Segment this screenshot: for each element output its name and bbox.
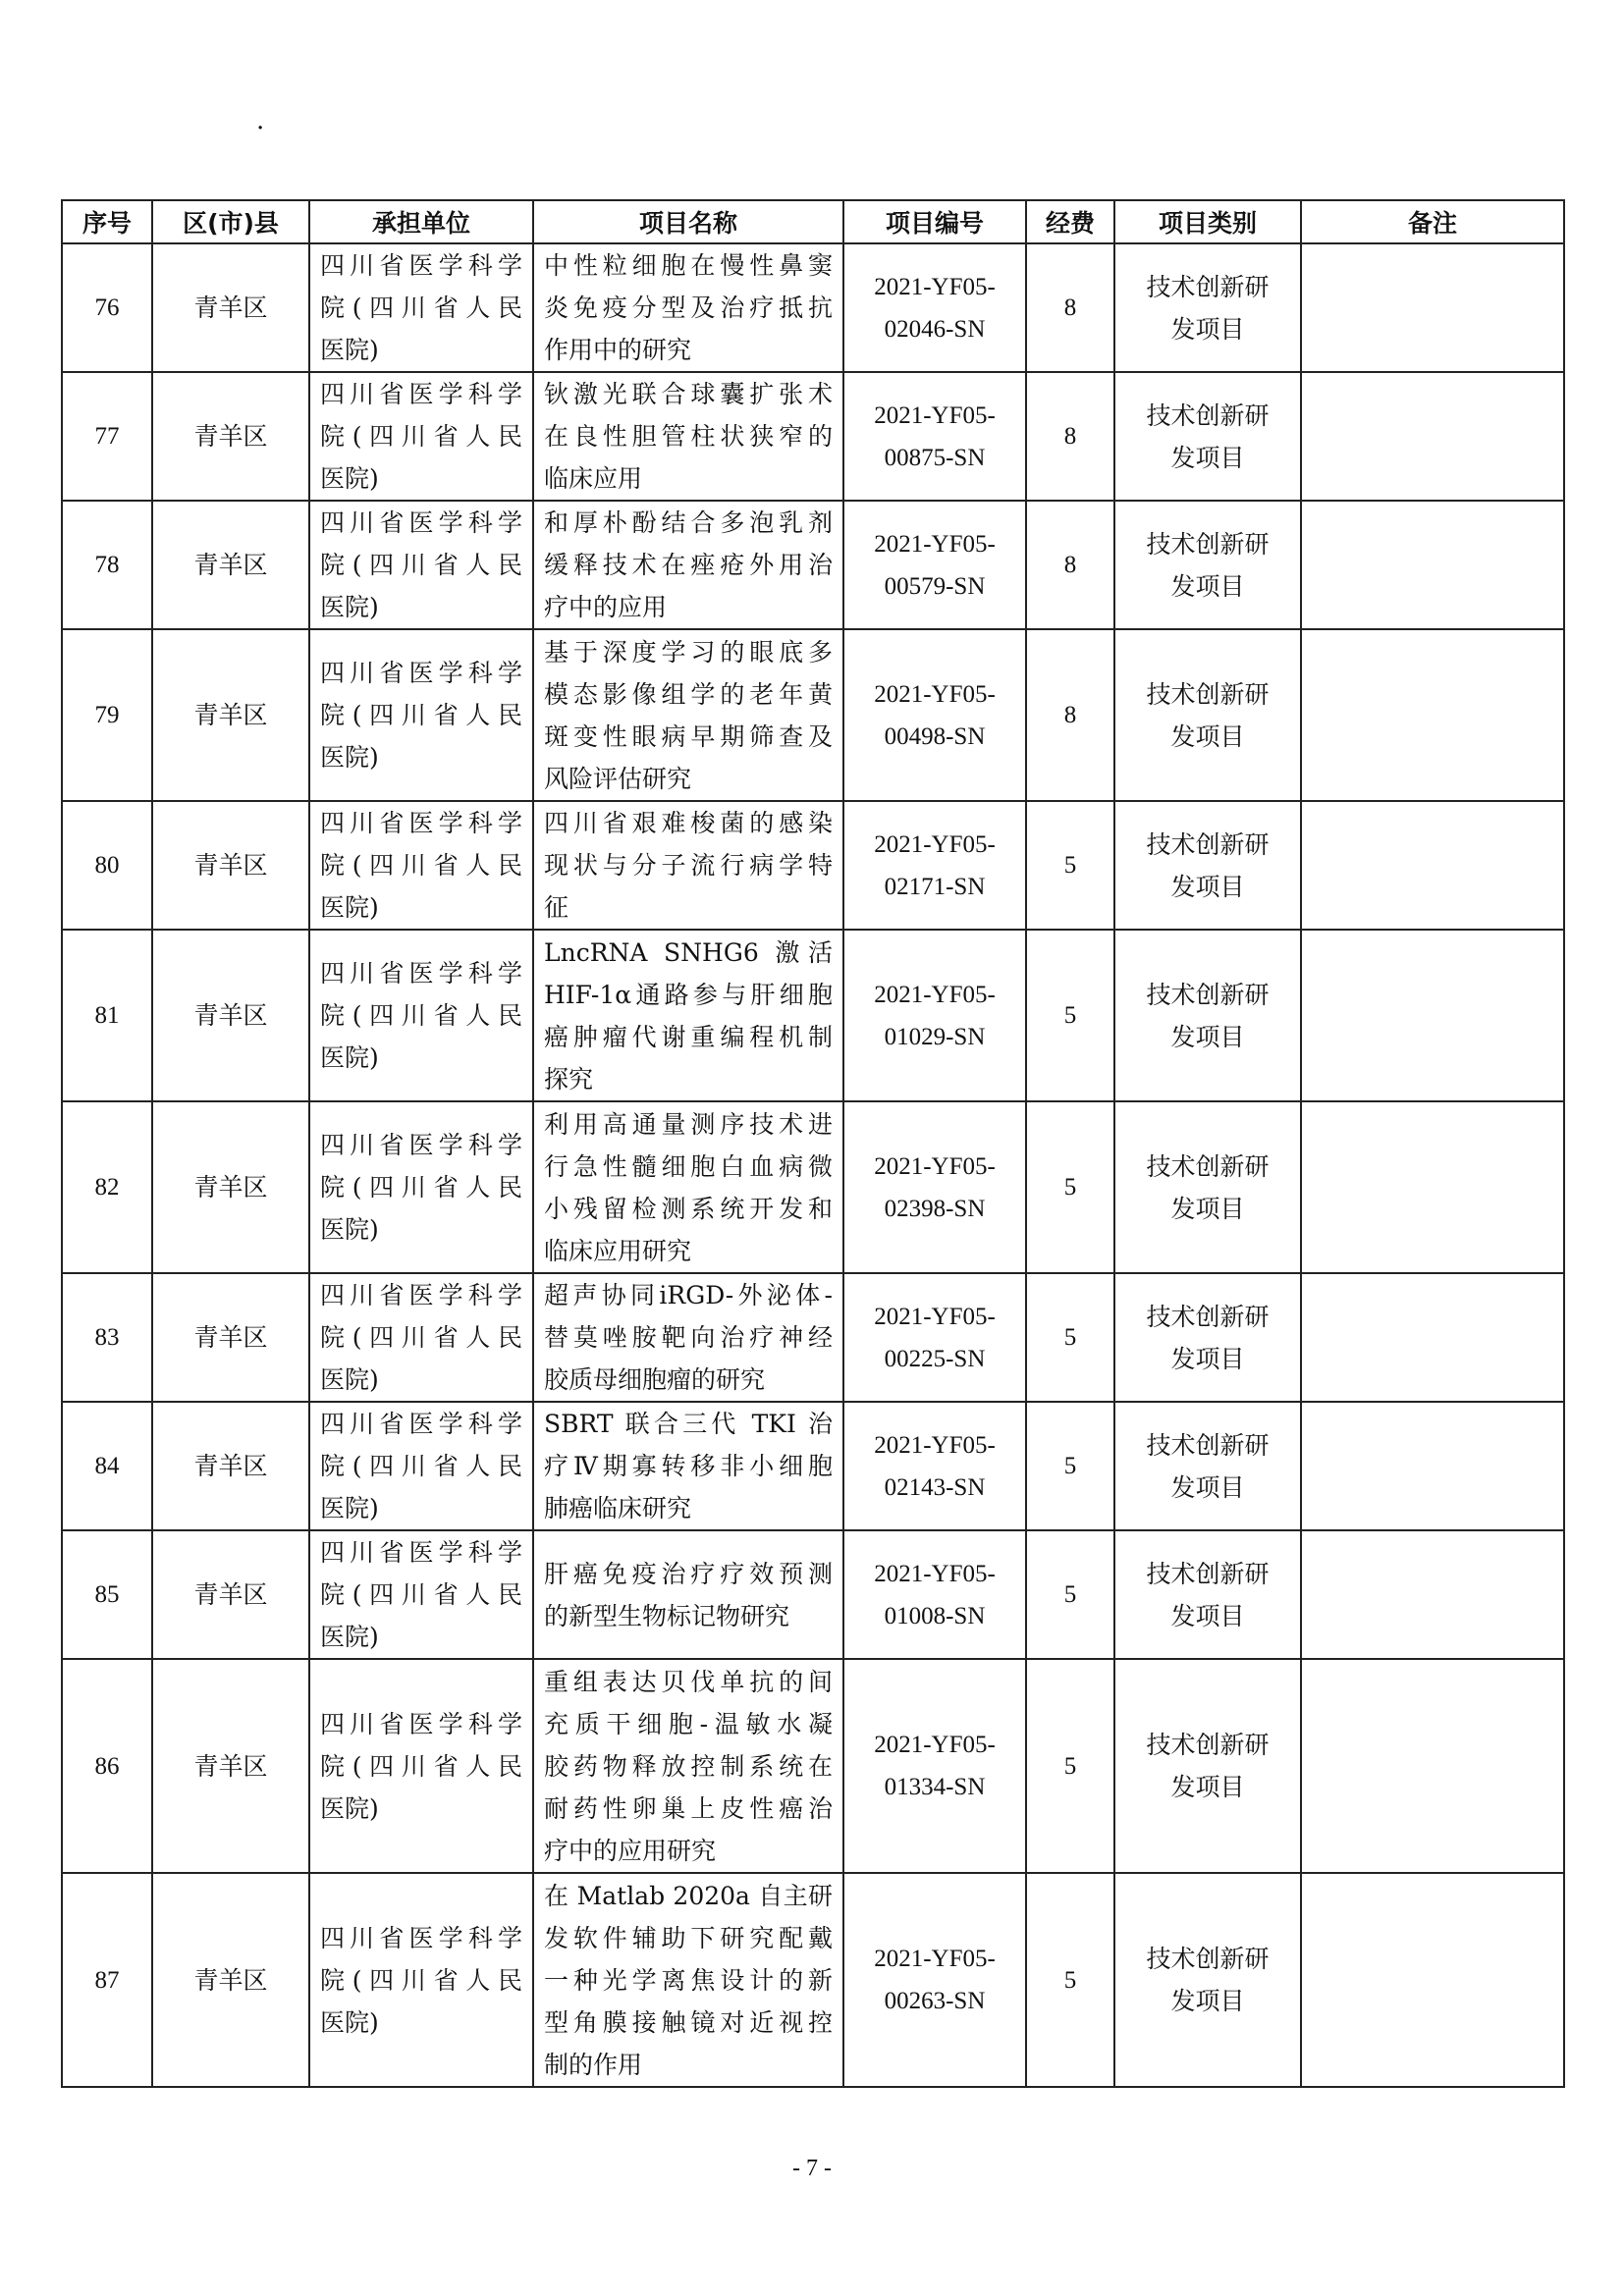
cell-code	[843, 629, 1026, 801]
cell-name-line: 肝癌免疫治疗疗效预测	[544, 1559, 833, 1588]
cell-no: 84	[62, 1402, 152, 1530]
cell-code	[843, 1273, 1026, 1402]
cell-category-line: 技术创新研	[1146, 272, 1270, 301]
cell-name-line: 重组表达贝伐单抗的间	[544, 1667, 833, 1696]
cell-code-line: 2021-YF05-	[874, 1152, 996, 1180]
cell-name-line: 风险评估研究	[544, 764, 692, 793]
cell-code-line: 00498-SN	[884, 722, 986, 750]
cell-category-line: 技术创新研	[1146, 829, 1270, 859]
cell-name-line: 临床应用	[544, 464, 643, 493]
cell-unit	[309, 801, 533, 930]
cell-fund: 5	[1026, 801, 1114, 930]
cell-code-line: 2021-YF05-	[874, 1560, 996, 1587]
cell-unit-line: 四川省医学科学	[320, 380, 522, 408]
cell-unit-line: 医院)	[320, 464, 379, 493]
table-header-row	[62, 200, 1564, 243]
cell-fund: 8	[1026, 629, 1114, 801]
cell-unit	[309, 1101, 533, 1273]
table-row	[62, 501, 1564, 629]
cell-category-line: 发项目	[1170, 721, 1245, 751]
col-header-unit: 承担单位	[309, 200, 533, 243]
cell-code-line: 2021-YF05-	[874, 401, 996, 429]
cell-category-line: 发项目	[1170, 1344, 1245, 1373]
cell-category	[1114, 1273, 1301, 1402]
cell-code	[843, 801, 1026, 930]
table-row	[62, 1659, 1564, 1873]
cell-category-line: 技术创新研	[1146, 980, 1270, 1009]
col-header-remark: 备注	[1301, 200, 1564, 243]
cell-category-line: 发项目	[1170, 571, 1245, 601]
cell-name-line: 中性粒细胞在慢性鼻窦	[544, 251, 833, 280]
cell-category	[1114, 1873, 1301, 2087]
cell-unit	[309, 930, 533, 1101]
cell-fund: 8	[1026, 372, 1114, 501]
cell-category-line: 技术创新研	[1146, 529, 1270, 559]
cell-category-line: 技术创新研	[1146, 400, 1270, 430]
project-table	[61, 199, 1565, 2088]
cell-no: 82	[62, 1101, 152, 1273]
cell-category-line: 发项目	[1170, 872, 1245, 901]
cell-category	[1114, 1530, 1301, 1659]
cell-unit-line: 医院)	[320, 1494, 379, 1522]
cell-category-line: 技术创新研	[1146, 1302, 1270, 1331]
cell-fund: 5	[1026, 1530, 1114, 1659]
cell-unit	[309, 501, 533, 629]
cell-name	[533, 1873, 843, 2087]
cell-code-line: 02398-SN	[884, 1195, 986, 1222]
cell-code-line: 2021-YF05-	[874, 1431, 996, 1459]
cell-unit-line: 医院)	[320, 2007, 379, 2037]
cell-name-line: 探究	[544, 1064, 594, 1094]
cell-code-line: 00225-SN	[884, 1345, 986, 1372]
cell-category-line: 发项目	[1170, 443, 1245, 472]
cell-name-line: 耐药性卵巢上皮性癌治	[544, 1793, 833, 1823]
cell-remark	[1301, 372, 1564, 501]
table-row	[62, 1402, 1564, 1530]
cell-unit-line: 院(四川省人民	[320, 1965, 522, 1995]
cell-category	[1114, 501, 1301, 629]
cell-name-line: 发软件辅助下研究配戴	[544, 1923, 833, 1952]
cell-unit-line: 院(四川省人民	[320, 1452, 522, 1480]
cell-name-line: 替莫唑胺靶向治疗神经	[544, 1323, 833, 1352]
cell-name-line: 超声协同iRGD-外泌体-	[544, 1281, 833, 1309]
cell-district: 青羊区	[152, 243, 309, 372]
cell-code-line: 01008-SN	[884, 1602, 986, 1629]
cell-remark	[1301, 1101, 1564, 1273]
cell-fund: 8	[1026, 501, 1114, 629]
cell-unit-line: 四川省医学科学	[320, 1538, 522, 1567]
cell-code-line: 01334-SN	[884, 1774, 986, 1800]
cell-remark	[1301, 1273, 1564, 1402]
cell-name	[533, 501, 843, 629]
cell-unit-line: 院(四川省人民	[320, 1580, 522, 1609]
table-row	[62, 1873, 1564, 2087]
cell-name-line: 肺癌临床研究	[544, 1494, 692, 1522]
cell-category-line: 发项目	[1170, 1022, 1245, 1051]
cell-name	[533, 1659, 843, 1873]
cell-unit-line: 院(四川省人民	[320, 551, 522, 579]
cell-remark	[1301, 1659, 1564, 1873]
cell-code	[843, 1873, 1026, 2087]
col-header-category: 项目类别	[1114, 200, 1301, 243]
cell-unit-line: 医院)	[320, 1365, 379, 1394]
cell-remark	[1301, 1402, 1564, 1530]
cell-code-line: 00875-SN	[884, 444, 986, 471]
cell-remark	[1301, 930, 1564, 1101]
cell-unit-line: 四川省医学科学	[320, 508, 522, 537]
cell-unit	[309, 629, 533, 801]
cell-name-line: 胶质母细胞瘤的研究	[544, 1365, 766, 1394]
col-header-code: 项目编号	[843, 200, 1026, 243]
cell-unit	[309, 1273, 533, 1402]
cell-name-line: 小残留检测系统开发和	[544, 1194, 833, 1223]
cell-fund: 5	[1026, 1402, 1114, 1530]
cell-category	[1114, 801, 1301, 930]
cell-unit-line: 四川省医学科学	[320, 1923, 522, 1952]
cell-name-line: 疗中的应用研究	[544, 1836, 717, 1865]
cell-unit-line: 医院)	[320, 593, 379, 621]
cell-name	[533, 801, 843, 930]
cell-unit-line: 医院)	[320, 1623, 379, 1651]
cell-category-line: 技术创新研	[1146, 1430, 1270, 1460]
cell-remark	[1301, 629, 1564, 801]
cell-no: 79	[62, 629, 152, 801]
cell-unit-line: 院(四川省人民	[320, 1173, 522, 1201]
cell-unit-line: 院(四川省人民	[320, 1751, 522, 1781]
cell-name-line: 型角膜接触镜对近视控	[544, 2007, 833, 2037]
cell-name-line: 和厚朴酚结合多泡乳剂	[544, 508, 833, 537]
cell-fund: 8	[1026, 243, 1114, 372]
cell-code-line: 02143-SN	[884, 1473, 986, 1501]
cell-no: 87	[62, 1873, 152, 2087]
cell-unit	[309, 243, 533, 372]
cell-fund: 5	[1026, 1101, 1114, 1273]
cell-category-line: 发项目	[1170, 1472, 1245, 1502]
cell-name-line: 行急性髓细胞白血病微	[544, 1151, 833, 1181]
cell-category-line: 技术创新研	[1146, 1151, 1270, 1181]
cell-unit	[309, 1530, 533, 1659]
cell-unit-line: 医院)	[320, 893, 379, 922]
cell-no: 76	[62, 243, 152, 372]
cell-name-line: 的新型生物标记物研究	[544, 1601, 790, 1630]
cell-code-line: 2021-YF05-	[874, 830, 996, 858]
cell-category-line: 发项目	[1170, 1987, 1245, 2015]
cell-remark	[1301, 1873, 1564, 2087]
cell-unit-line: 四川省医学科学	[320, 251, 522, 280]
cell-no: 83	[62, 1273, 152, 1402]
cell-code-line: 2021-YF05-	[874, 1946, 996, 1972]
cell-name-line: 斑变性眼病早期筛查及	[544, 721, 833, 751]
cell-code	[843, 930, 1026, 1101]
cell-category-line: 发项目	[1170, 1194, 1245, 1223]
cell-code	[843, 501, 1026, 629]
cell-unit-line: 四川省医学科学	[320, 1709, 522, 1738]
cell-name-line: 胶药物释放控制系统在	[544, 1751, 833, 1781]
cell-fund: 5	[1026, 1659, 1114, 1873]
cell-name-line: 疗Ⅳ期寡转移非小细胞	[544, 1452, 833, 1480]
cell-unit-line: 医院)	[320, 1043, 379, 1072]
cell-code-line: 01029-SN	[884, 1023, 986, 1050]
cell-name-line: 癌肿瘤代谢重编程机制	[544, 1022, 833, 1051]
cell-code-line: 2021-YF05-	[874, 530, 996, 558]
cell-unit-line: 院(四川省人民	[320, 1001, 522, 1030]
cell-code	[843, 243, 1026, 372]
cell-name	[533, 1101, 843, 1273]
table-row	[62, 1273, 1564, 1402]
cell-category-line: 技术创新研	[1146, 679, 1270, 709]
cell-code	[843, 1530, 1026, 1659]
cell-fund: 5	[1026, 930, 1114, 1101]
cell-unit-line: 院(四川省人民	[320, 1323, 522, 1352]
cell-remark	[1301, 501, 1564, 629]
cell-category-line: 技术创新研	[1146, 1731, 1270, 1759]
cell-district: 青羊区	[152, 1101, 309, 1273]
cell-fund: 5	[1026, 1273, 1114, 1402]
cell-district: 青羊区	[152, 1659, 309, 1873]
cell-name-line: 作用中的研究	[544, 336, 692, 364]
cell-category	[1114, 629, 1301, 801]
cell-no: 77	[62, 372, 152, 501]
cell-no: 81	[62, 930, 152, 1101]
cell-name-line: 制的作用	[544, 2050, 643, 2079]
cell-unit-line: 院(四川省人民	[320, 294, 522, 322]
cell-district: 青羊区	[152, 1873, 309, 2087]
cell-name-line: 一种光学离焦设计的新	[544, 1965, 833, 1995]
table-row	[62, 801, 1564, 930]
cell-unit-line: 四川省医学科学	[320, 659, 522, 687]
cell-code-line: 2021-YF05-	[874, 981, 996, 1008]
cell-name-line: 模态影像组学的老年黄	[544, 679, 833, 709]
cell-district: 青羊区	[152, 372, 309, 501]
cell-district: 青羊区	[152, 1402, 309, 1530]
cell-name	[533, 1530, 843, 1659]
cell-name	[533, 243, 843, 372]
cell-code	[843, 372, 1026, 501]
cell-code-line: 2021-YF05-	[874, 1303, 996, 1330]
cell-name-line: 钬激光联合球囊扩张术	[544, 380, 833, 408]
cell-category-line: 技术创新研	[1146, 1945, 1270, 1973]
cell-unit-line: 院(四川省人民	[320, 422, 522, 451]
cell-unit-line: 院(四川省人民	[320, 851, 522, 880]
cell-category-line: 发项目	[1170, 1773, 1245, 1801]
cell-category	[1114, 1402, 1301, 1530]
cell-fund: 5	[1026, 1873, 1114, 2087]
cell-code-line: 2021-YF05-	[874, 680, 996, 708]
table-row	[62, 629, 1564, 801]
cell-district: 青羊区	[152, 930, 309, 1101]
cell-unit-line: 医院)	[320, 1793, 379, 1823]
page-number: - 7 -	[792, 2156, 832, 2181]
cell-remark	[1301, 801, 1564, 930]
cell-category	[1114, 930, 1301, 1101]
table-row	[62, 372, 1564, 501]
cell-unit-line: 四川省医学科学	[320, 1410, 522, 1438]
cell-name-line: 充质干细胞-温敏水凝	[544, 1709, 833, 1738]
cell-code-line: 02171-SN	[884, 873, 986, 900]
cell-unit-line: 院(四川省人民	[320, 701, 522, 729]
cell-name-line: 炎免疫分型及治疗抵抗	[544, 294, 833, 322]
cell-code	[843, 1402, 1026, 1530]
cell-name-line: LncRNA SNHG6 激活	[544, 937, 833, 967]
cell-name	[533, 1273, 843, 1402]
cell-category	[1114, 1659, 1301, 1873]
cell-name-line: 基于深度学习的眼底多	[544, 637, 833, 667]
cell-category-line: 发项目	[1170, 314, 1245, 344]
cell-district: 青羊区	[152, 801, 309, 930]
cell-name-line: HIF-1α通路参与肝细胞	[544, 980, 833, 1009]
cell-district: 青羊区	[152, 1273, 309, 1402]
cell-district: 青羊区	[152, 501, 309, 629]
header-mark: ·	[256, 114, 265, 143]
table-row	[62, 1530, 1564, 1659]
table-row	[62, 930, 1564, 1101]
cell-unit-line: 四川省医学科学	[320, 959, 522, 988]
cell-unit-line: 四川省医学科学	[320, 809, 522, 837]
cell-code-line: 00579-SN	[884, 572, 986, 600]
cell-category	[1114, 372, 1301, 501]
cell-no: 80	[62, 801, 152, 930]
cell-name	[533, 1402, 843, 1530]
cell-name	[533, 930, 843, 1101]
cell-name-line: 缓释技术在痤疮外用治	[544, 551, 833, 579]
cell-code	[843, 1101, 1026, 1273]
table-row	[62, 1101, 1564, 1273]
cell-code-line: 2021-YF05-	[874, 1732, 996, 1758]
cell-name-line: 疗中的应用	[544, 593, 668, 621]
cell-no: 85	[62, 1530, 152, 1659]
cell-category-line: 技术创新研	[1146, 1559, 1270, 1588]
cell-no: 86	[62, 1659, 152, 1873]
col-header-name: 项目名称	[533, 200, 843, 243]
cell-unit-line: 医院)	[320, 1215, 379, 1244]
col-header-fund: 经费	[1026, 200, 1114, 243]
cell-unit	[309, 1873, 533, 2087]
cell-remark	[1301, 1530, 1564, 1659]
cell-category	[1114, 243, 1301, 372]
cell-code	[843, 1659, 1026, 1873]
cell-name-line: 四川省艰难梭菌的感染	[544, 809, 833, 837]
cell-no: 78	[62, 501, 152, 629]
cell-remark	[1301, 243, 1564, 372]
cell-code-line: 02046-SN	[884, 315, 986, 343]
table-body	[62, 243, 1564, 2087]
cell-name-line: 临床应用研究	[544, 1236, 692, 1265]
cell-name-line: 在 Matlab 2020a 自主研	[544, 1881, 833, 1910]
cell-name-line: 在良性胆管柱状狭窄的	[544, 422, 833, 451]
cell-name-line: 利用高通量测序技术进	[544, 1109, 833, 1139]
col-header-no: 序号	[62, 200, 152, 243]
cell-unit	[309, 1402, 533, 1530]
cell-code-line: 00263-SN	[884, 1988, 986, 2014]
cell-district: 青羊区	[152, 1530, 309, 1659]
cell-unit-line: 四川省医学科学	[320, 1281, 522, 1309]
table-row	[62, 243, 1564, 372]
cell-name	[533, 629, 843, 801]
cell-unit-line: 医院)	[320, 743, 379, 772]
cell-unit-line: 四川省医学科学	[320, 1131, 522, 1159]
col-header-district: 区(市)县	[152, 200, 309, 243]
cell-district: 青羊区	[152, 629, 309, 801]
cell-code-line: 2021-YF05-	[874, 273, 996, 300]
cell-unit	[309, 372, 533, 501]
cell-category	[1114, 1101, 1301, 1273]
cell-name-line: SBRT 联合三代 TKI 治	[544, 1410, 833, 1438]
cell-name-line: 现状与分子流行病学特	[544, 851, 833, 880]
cell-name-line: 征	[544, 893, 569, 922]
cell-category-line: 发项目	[1170, 1601, 1245, 1630]
cell-unit-line: 医院)	[320, 336, 379, 364]
cell-name	[533, 372, 843, 501]
cell-unit	[309, 1659, 533, 1873]
